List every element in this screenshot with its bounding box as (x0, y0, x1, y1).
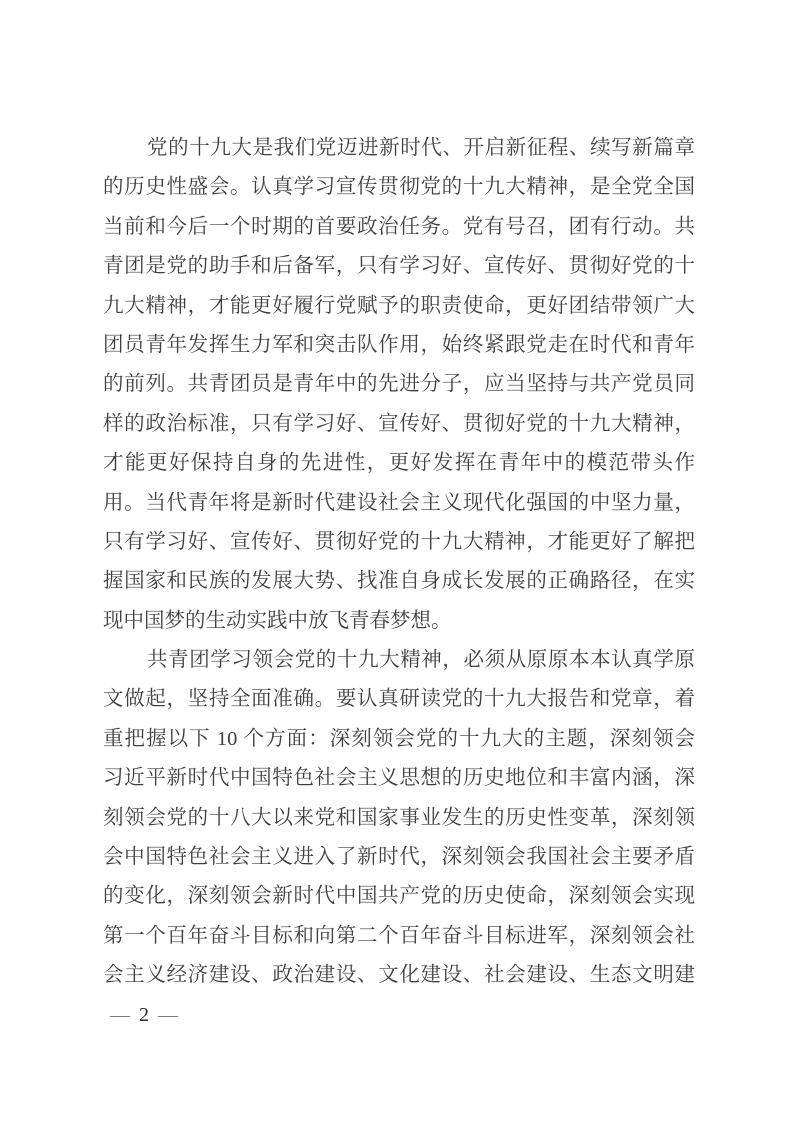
text-line: 的变化，深刻领会新时代中国共产党的历史使命，深刻领会实现 (103, 885, 695, 908)
text-line: 会中国特色社会主义进入了新时代，深刻领会我国社会主要矛盾 (103, 846, 695, 869)
text-line: 重把握以下 10 个方面：深刻领会党的十九大的主题，深刻领会 (103, 727, 695, 750)
text-line: 文做起，坚持全面准确。要认真研读党的十九大报告和党章，着 (103, 688, 695, 711)
text-line: 样的政治标准，只有学习好、宣传好、贯彻好党的十九大精神， (103, 412, 695, 435)
text-line: 团员青年发挥生力军和突击队作用，始终紧跟党走在时代和青年 (103, 333, 695, 356)
document-body (103, 129, 695, 996)
paragraph-1 (103, 129, 695, 641)
text-line: 九大精神，才能更好履行党赋予的职责使命，更好团结带领广大 (103, 294, 695, 317)
text-line: 党的十九大是我们党迈进新时代、开启新征程、续写新篇章 (147, 137, 695, 159)
footer-dash-left: — (110, 1004, 130, 1026)
page-number-footer (110, 1001, 178, 1029)
text-line: 会主义经济建设、政治建设、文化建设、社会建设、生态文明建 (103, 964, 695, 987)
page-number: 2 (139, 1004, 149, 1026)
text-line: 青团是党的助手和后备军，只有学习好、宣传好、贯彻好党的十 (103, 255, 695, 278)
text-line: 习近平新时代中国特色社会主义思想的历史地位和丰富内涵，深 (103, 767, 695, 790)
paragraph-2 (103, 641, 695, 996)
text-line: 刻领会党的十八大以来党和国家事业发生的历史性变革，深刻领 (103, 806, 695, 829)
text-line: 的前列。共青团员是青年中的先进分子，应当坚持与共产党员同 (103, 373, 695, 396)
text-line: 的历史性盛会。认真学习宣传贯彻党的十九大精神，是全党全国 (103, 176, 695, 199)
footer-dash-right: — (158, 1004, 178, 1026)
text-line: 用。当代青年将是新时代建设社会主义现代化强国的中坚力量， (103, 491, 695, 514)
text-line: 现中国梦的生动实践中放飞青春梦想。 (103, 609, 452, 632)
text-line: 当前和今后一个时期的首要政治任务。党有号召，团有行动。共 (103, 215, 695, 238)
text-line: 只有学习好、宣传好、贯彻好党的十九大精神，才能更好了解把 (103, 530, 695, 553)
text-line: 共青团学习领会党的十九大精神，必须从原原本本认真学原 (147, 649, 695, 672)
text-line: 才能更好保持自身的先进性，更好发挥在青年中的模范带头作 (103, 452, 695, 475)
text-line: 握国家和民族的发展大势、找准自身成长发展的正确路径，在实 (103, 570, 695, 593)
text-line: 第一个百年奋斗目标和向第二个百年奋斗目标进军，深刻领会社 (103, 924, 695, 947)
